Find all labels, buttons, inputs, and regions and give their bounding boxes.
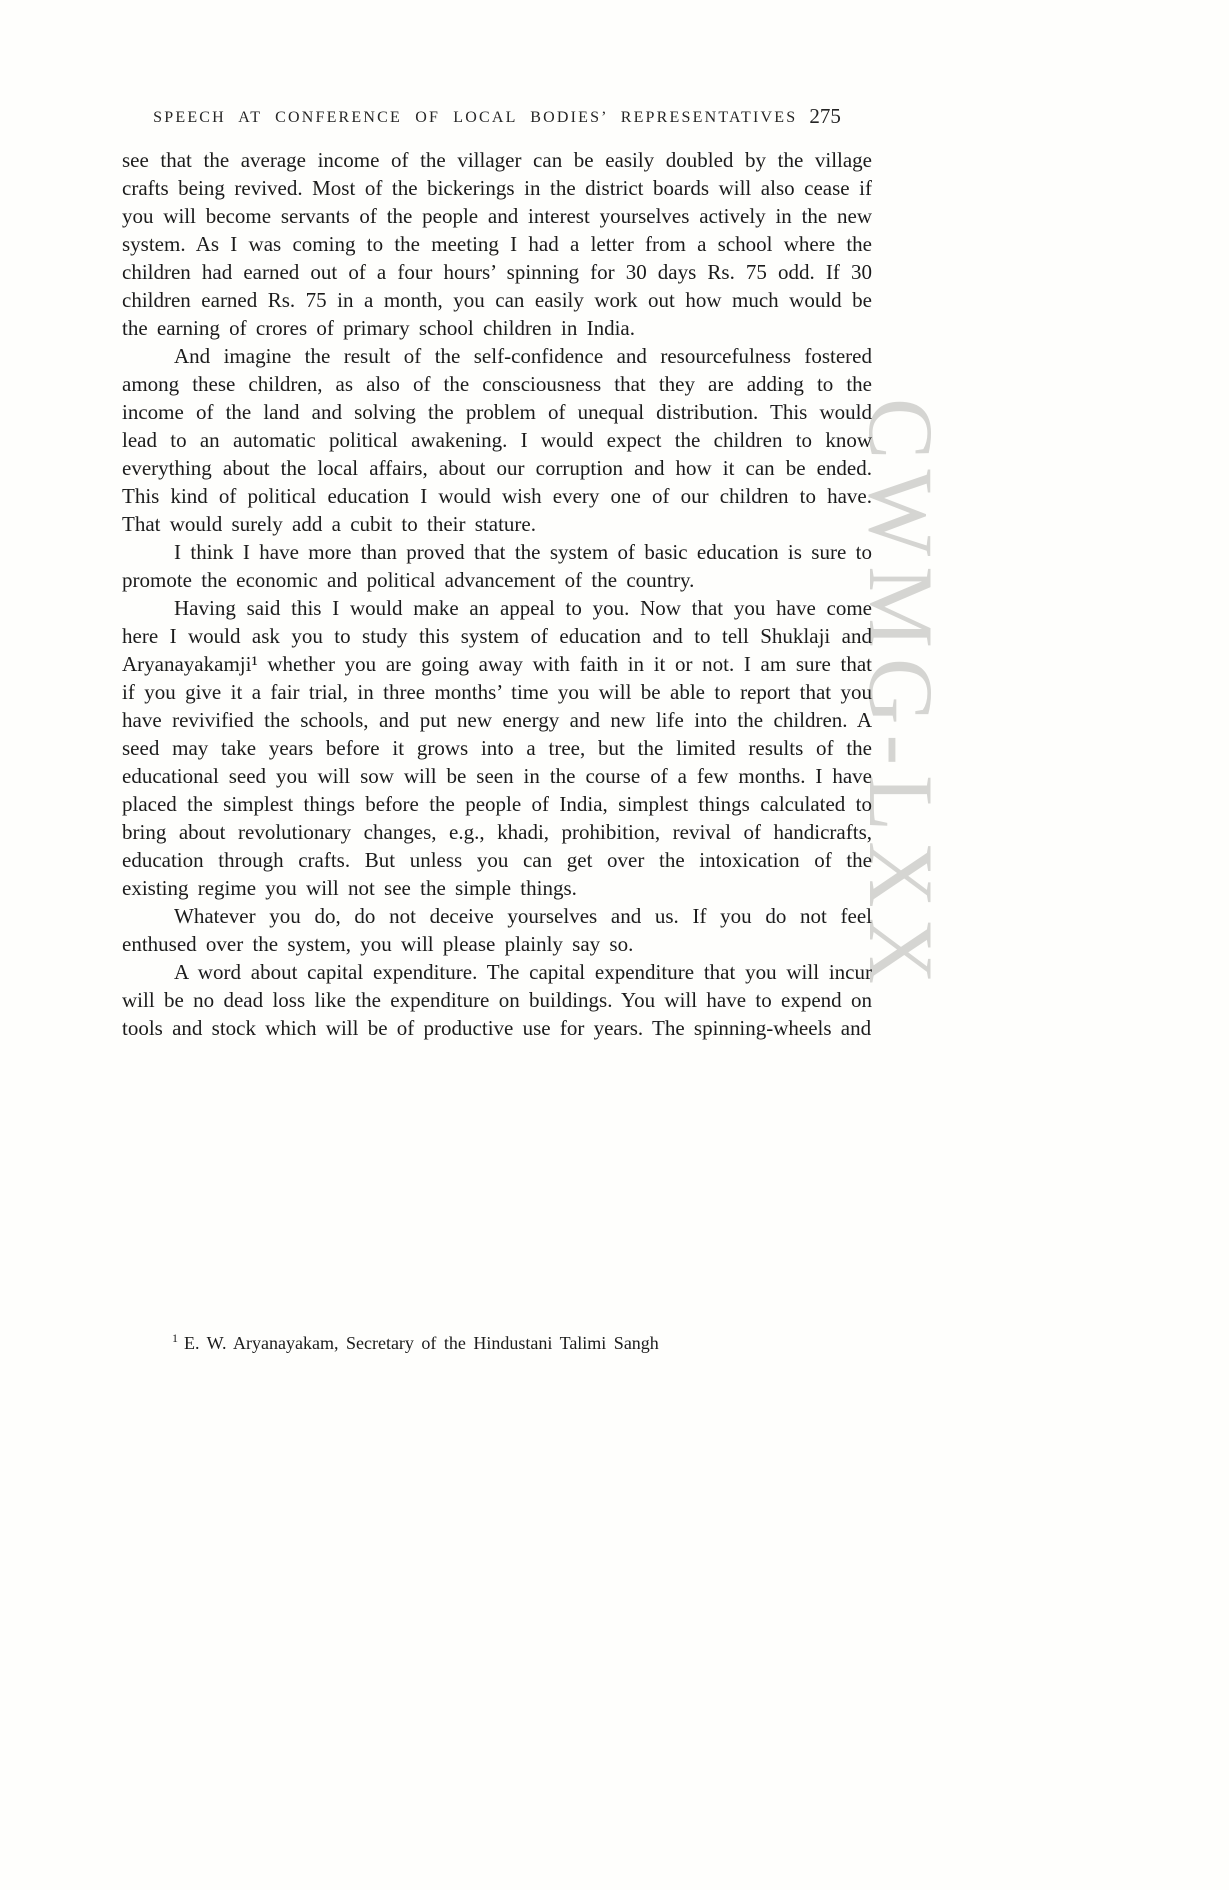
running-head	[122, 104, 872, 129]
running-head-title: SPEECH AT CONFERENCE OF LOCAL BODIES’ REPRESENTATIVES	[153, 109, 798, 126]
footnote	[122, 1326, 872, 1355]
paragraph: see that the average income of the villager can be easily doubled by the village crafts being revived. Most of the bickerings in the district boards will also cease if you will become servants of the people and interest yourselves actively in the new system. As I was coming to the meeting I had a letter from a school where the children had earned out of a four hours’ spinning for 30 days Rs. 75 odd. If 30 children earned Rs. 75 in a month, you can easily work out how much would be the earning of crores of primary school children in India.	[122, 148, 872, 340]
paragraph: A word about capital expenditure. The capital expenditure that you will incur will be no dead loss like the expenditure on buildings. You will have to expend on tools and stock which will be of productive use for years. The spinning-wheels and	[122, 960, 872, 1040]
body-text	[122, 146, 872, 1042]
paragraph: And imagine the result of the self-confidence and resourcefulness fostered among these children, as also of the consciousness that they are adding to the income of the land and solving the problem of unequal distribution. This would lead to an automatic political awakening. I would expect the children to know everything about the local affairs, about our corruption and how it can be ended. This kind of political education I would wish every one of our children to have. That would surely add a cubit to their stature.	[122, 344, 872, 536]
page-number: 275	[809, 104, 841, 128]
paragraph: Having said this I would make an appeal to you. Now that you have come here I would ask you to study this system of education and to tell Shuklaji and Aryanayakamji¹ whether you are going away with faith in it or not. I am sure that if you give it a fair trial, in three months’ time you will be able to report that you have revivified the schools, and put new energy and new life into the children. A seed may take years before it grows into a tree, but the limited results of the educational seed you will sow will be seen in the course of a few months. I have placed the simplest things before the people of India, simplest things calculated to bring about revolutionary changes, e.g., khadi, prohibition, revival of handicrafts, education through crafts. But unless you can get over the intoxication of the existing regime you will not see the simple things.	[122, 596, 872, 900]
volume-watermark: CWMG-LXX	[850, 398, 952, 995]
footnote-text: E. W. Aryanayakam, Secretary of the Hindustani Talimi Sangh	[184, 1333, 659, 1353]
paragraph: Whatever you do, do not deceive yourselves and us. If you do not feel enthused over the system, you will please plainly say so.	[122, 904, 872, 956]
paragraph: I think I have more than proved that the system of basic education is sure to promote the economic and political advancement of the country.	[122, 540, 872, 592]
footnote-marker: 1	[172, 1331, 178, 1345]
